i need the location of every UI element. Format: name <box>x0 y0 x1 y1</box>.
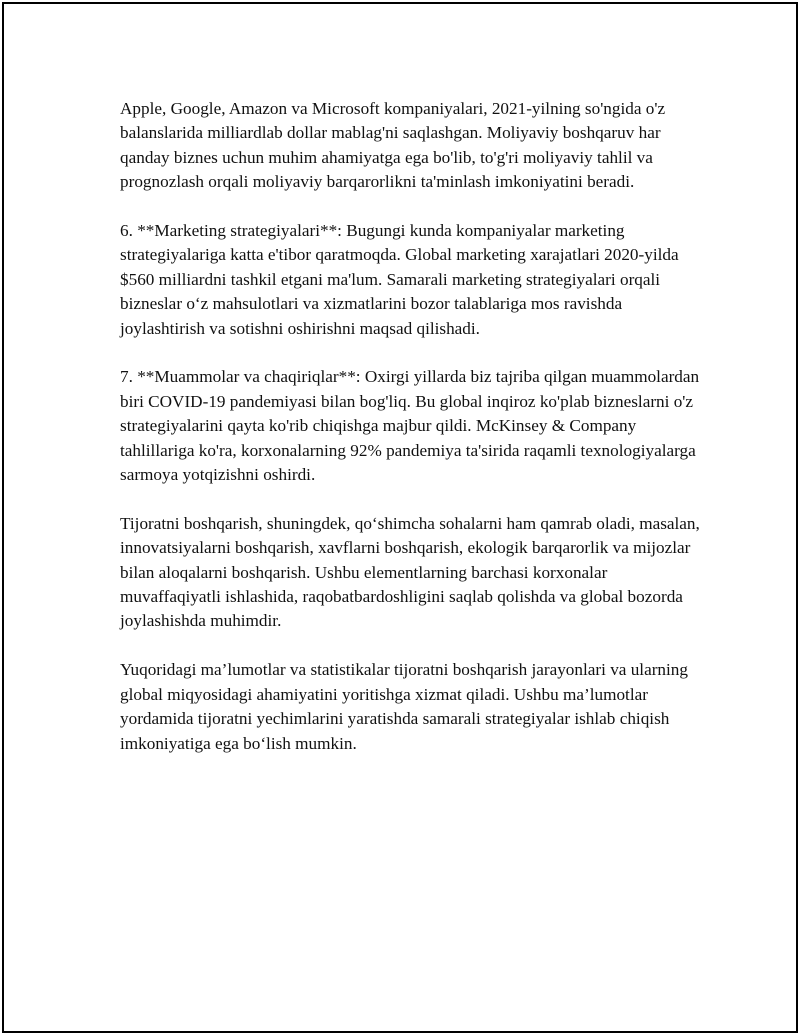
paragraph-business-management-areas: Tijoratni boshqarish, shuningdek, qo‘shimcha sohalarni ham qamrab oladi, masalan, innovatsiyalarni boshqarish, xavflarni boshqarish, ekologik barqarorlik va mijozlar bilan aloqalarni boshqarish. Ushbu elementlarning barchasi korxonalar muvaffaqiyatli ishlashida, raqobatbardoshligini saqlab qolishda va global bozorda joylashishda muhimdir. <box>120 513 700 631</box>
document-page <box>2 2 798 1033</box>
paragraph-marketing-strategies: 6. **Marketing strategiyalari**: Bugungi kunda kompaniyalar marketing strategiyalariga katta e'tibor qaratmoqda. Global marketing xarajatlari 2020-yilda $560 milliardni tashkil etgani ma'lum. Samarali marketing strategiyalari orqali bizneslar o‘z mahsulotlari va xizmatlarini bozor talablariga mos ravishda joylashtirish va sotishni oshirishni maqsad qilishadi. <box>120 221 679 338</box>
paragraph-conclusion: Yuqoridagi ma’lumotlar va statistikalar tijoratni boshqarish jarayonlari va ularning global miqyosidagi ahamiyatini yoritishga xizmat qiladi. Ushbu ma’lumotlar yordamida tijoratni yechimlarini yaratishda samarali strategiyalar ishlab chiqish imkoniyatiga ega bo‘lish mumkin. <box>120 660 688 753</box>
paragraph-financial-management: Apple, Google, Amazon va Microsoft kompaniyalari, 2021-yilning so'ngida o'z balanslarida milliardlab dollar mablag'ni saqlashgan. Moliyaviy boshqaruv har qanday biznes uchun muhim ahamiyatga ega bo'lib, to'g'ri moliyaviy tahlil va prognozlash orqali moliyaviy barqarorlikni ta'minlash imkoniyatini beradi. <box>120 99 666 192</box>
document-body <box>120 97 700 780</box>
paragraph-problems-challenges: 7. **Muammolar va chaqiriqlar**: Oxirgi yillarda biz tajriba qilgan muammolardan biri COVID-19 pandemiyasi bilan bog'liq. Bu global inqiroz ko'plab bizneslarni o'z strategiyalarini qayta ko'rib chiqishga majbur qildi. McKinsey & Company tahlillariga ko'ra, korxonalarning 92% pandemiya ta'sirida raqamli texnologiyalarga sarmoya yotqizishni oshirdi. <box>120 367 700 485</box>
